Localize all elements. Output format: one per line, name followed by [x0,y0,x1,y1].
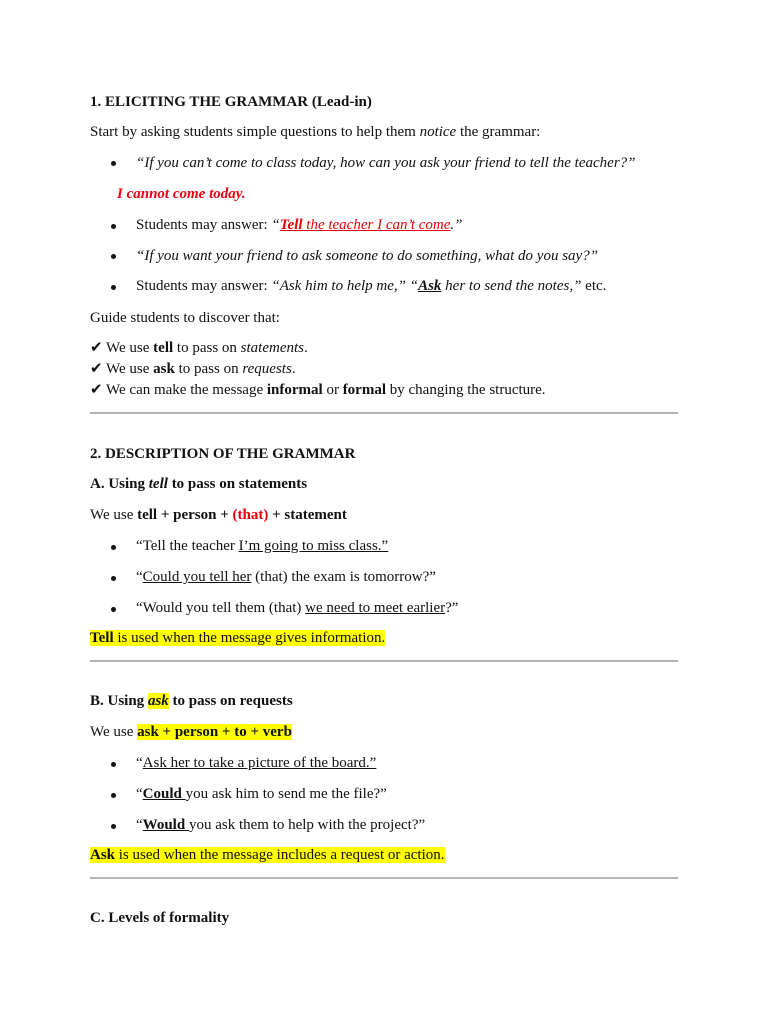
answer-2: Students may answer: “Ask him to help me,” “Ask her to send the notes,” etc. [136,278,607,294]
formula-a: We use tell + person + (that) + statement [90,507,347,523]
check-item: ✔ We can make the message informal or formal by changing the structure. [90,382,546,398]
bullet-icon [111,285,116,290]
bullet-icon [111,576,116,581]
note-b: Ask is used when the message includes a request or action. [90,847,445,863]
divider [90,660,678,662]
formula-b: We use ask + person + to + verb [90,724,292,740]
subheading-b: B. Using ask to pass on requests [90,693,293,709]
guide-text: Guide students to discover that: [90,310,280,326]
bullet-icon [111,762,116,767]
subheading-a: A. Using tell to pass on statements [90,476,308,492]
example-b-3: “Would you ask them to help with the project?” [136,817,426,833]
example-a-1: “Tell the teacher I’m going to miss class.” [136,538,389,554]
divider [90,877,678,879]
answer-1: Students may answer: “Tell the teacher I can’t come.” [136,217,463,233]
red-example-line: I cannot come today. [117,186,246,202]
example-b-2: “Could you ask him to send me the file?” [136,786,387,802]
example-b-1: “Ask her to take a picture of the board.” [136,755,377,771]
section-1-heading: 1. ELICITING THE GRAMMAR (Lead-in) [90,94,372,110]
subheading-c: C. Levels of formality [90,910,230,926]
question-2: “If you want your friend to ask someone to do something, what do you say?” [136,248,599,264]
section-2-heading: 2. DESCRIPTION OF THE GRAMMAR [90,446,356,462]
divider [90,412,678,414]
intro-paragraph: Start by asking students simple questions to help them notice the grammar: [90,124,541,140]
check-item: ✔ We use tell to pass on statements. [90,340,308,356]
question-1: “If you can’t come to class today, how can you ask your friend to tell the teacher?” [136,155,636,171]
example-a-3: “Would you tell them (that) we need to meet earlier?” [136,600,459,616]
bullet-icon [111,161,116,166]
bullet-icon [111,545,116,550]
bullet-icon [111,793,116,798]
check-item: ✔ We use ask to pass on requests. [90,361,296,377]
example-a-2: “Could you tell her (that) the exam is tomorrow?” [136,569,436,585]
bullet-icon [111,224,116,229]
note-a: Tell is used when the message gives information. [90,630,386,646]
bullet-icon [111,607,116,612]
bullet-icon [111,824,116,829]
bullet-icon [111,254,116,259]
